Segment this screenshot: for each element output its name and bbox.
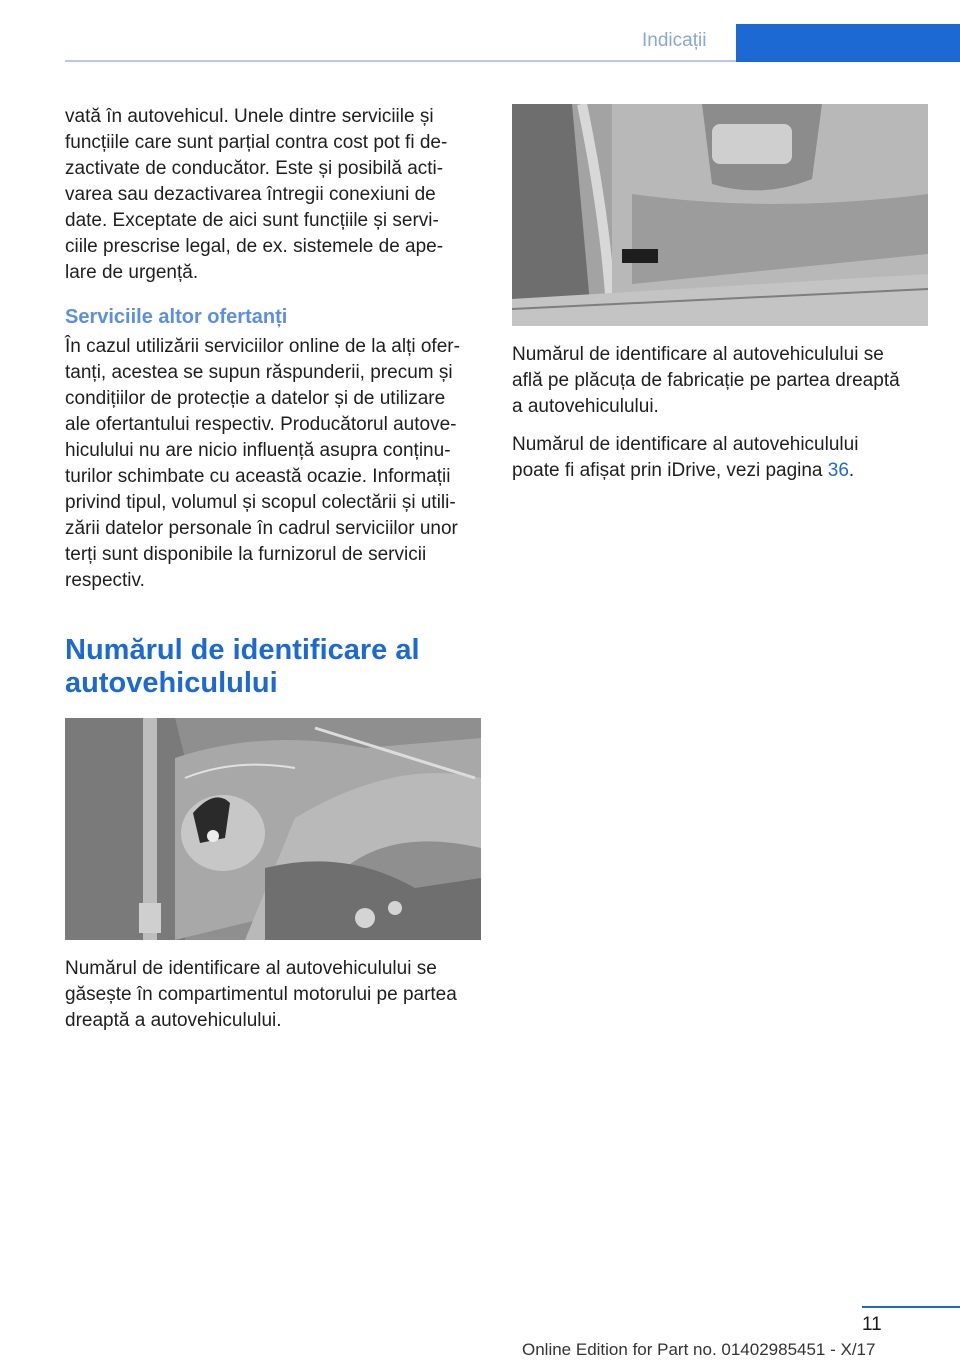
page-36-link[interactable]: 36: [827, 460, 849, 481]
left-column: [65, 104, 481, 1034]
page-number: 11: [862, 1314, 882, 1335]
type-plate-photo: [512, 104, 928, 326]
vin-heading: Numărul de identificare al autovehiculului: [65, 634, 420, 699]
subheading-third-party: Serviciile altor ofertanți: [65, 306, 288, 328]
engine-caption: Numărul de identificare al autovehiculului se găsește în compartimentul motorului pe partea dreaptă a autovehiculului.: [65, 958, 457, 1031]
third-party-paragraph: În cazul utilizării serviciilor online de la alți ofer- tanți, acestea se supun răspunderii, precum și condițiilor de protecție a datelor și de utilizare ale ofertantului respectiv. Producătorul autove- hiculului nu are nicio influență asupra conținu- turilor schimbate cu această ocazie. Informații privind tipul, volumul și scopul colectării și utili- zării datelor personale în cadrul serviciilor unor terți sunt disponibile la furnizorul de servicii respectiv.: [65, 336, 460, 591]
idrive-suffix: .: [848, 460, 855, 481]
right-column: [512, 104, 928, 484]
edition-footer: Online Edition for Part no. 01402985451 - X/17: [522, 1340, 876, 1359]
intro-paragraph: vată în autovehicul. Unele dintre serviciile și funcțiile care sunt parțial contra cost pot fi de- zactivate de conducător. Este și posibilă acti- varea sau dezactivarea întregii conexiuni de date. Exceptate de aici sunt funcțiile și servi- ciile prescrise legal, de ex. sistemele de ape- lare de urgență.: [65, 106, 448, 283]
type-plate-illustration: [512, 104, 928, 326]
section-title: Indicații: [642, 30, 707, 51]
engine-compartment-photo: [65, 718, 481, 940]
type-plate-caption: Numărul de identificare al autovehiculului se află pe plăcuța de fabricație pe partea dreaptă a autovehiculului.: [512, 344, 900, 417]
engine-compartment-illustration: [65, 718, 481, 940]
section-tab: [736, 24, 960, 62]
idrive-paragraph: [512, 432, 928, 484]
idrive-text: Numărul de identificare al autovehiculului poate fi afișat prin iDrive, vezi pagina: [512, 434, 859, 481]
footer-rule: [862, 1306, 960, 1308]
